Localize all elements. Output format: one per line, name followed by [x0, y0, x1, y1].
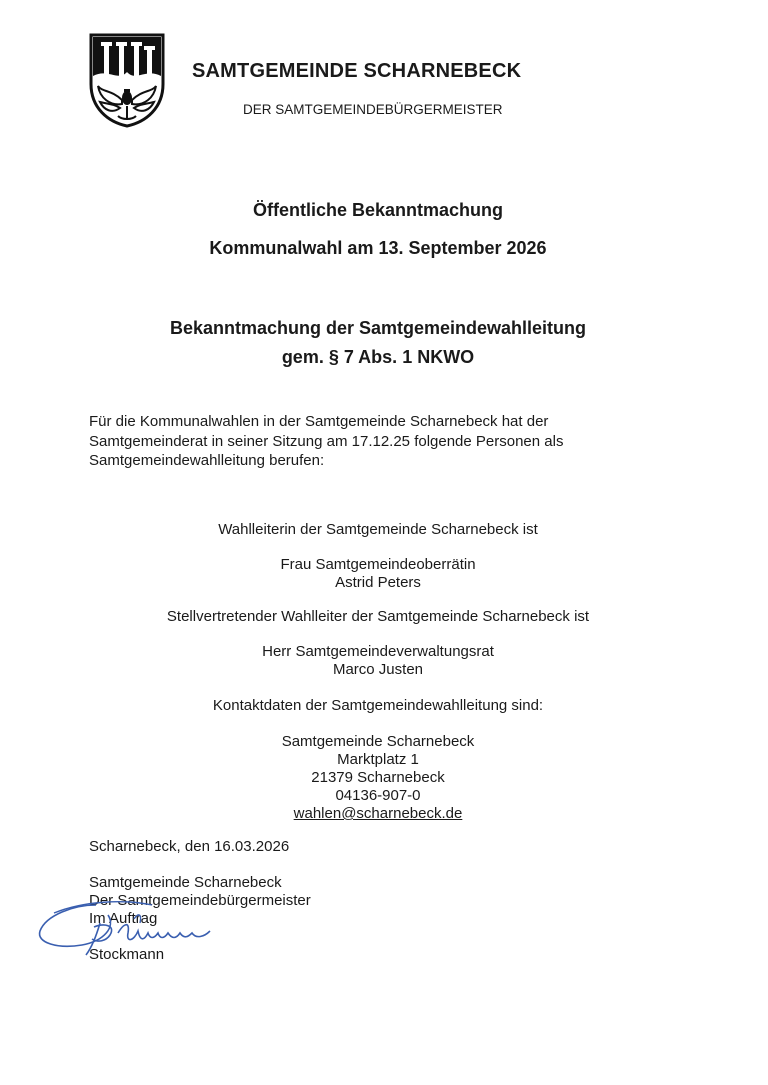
intro-line: Samtgemeinderat in seiner Sitzung am 17.12.25 folgende Personen als [89, 432, 564, 450]
deputy-name: Marco Justen [332, 661, 424, 678]
contact-phone: 04136-907-0 [335, 787, 421, 804]
intro-line: Für die Kommunalwahlen in der Samtgemeinde Scharnebeck hat der [89, 413, 549, 430]
leader-label: Wahlleiterin der Samtgemeinde Scharnebeck ist [218, 521, 538, 538]
date-line: Scharnebeck, den 16.03.2026 [89, 838, 290, 855]
contact-label: Kontaktdaten der Samtgemeindewahlleitung sind: [212, 697, 544, 714]
signature-line-3: Im Auftrag [89, 910, 158, 927]
org-name: SAMTGEMEINDE SCHARNEBECK [192, 60, 522, 82]
intro-line: Samtgemeindewahlleitung berufen: [89, 452, 325, 469]
heading-line-1: Bekanntmachung der Samtgemeindewahlleitung [169, 318, 587, 338]
contact-address [0, 733, 756, 823]
leader-block [0, 556, 756, 592]
contact-city: 21379 Scharnebeck [311, 769, 445, 786]
signature-line-1: Samtgemeinde Scharnebeck [89, 874, 282, 891]
election-subtitle: Kommunalwahl am 13. September 2026 [209, 238, 547, 258]
signature-line-4: Stockmann [89, 946, 165, 963]
coat-of-arms-icon [88, 32, 166, 128]
signature-block [89, 874, 311, 964]
contact-org: Samtgemeinde Scharnebeck [281, 733, 475, 750]
leader-name: Astrid Peters [335, 574, 421, 591]
leader-title: Frau Samtgemeindeoberrätin [280, 556, 476, 573]
intro-paragraph [89, 412, 689, 471]
deputy-title: Herr Samtgemeindeverwaltungsrat [262, 643, 494, 660]
org-subtitle: DER SAMTGEMEINDEBÜRGERMEISTER [243, 102, 503, 117]
signature-line-2: Der Samtgemeindebürgermeister [89, 892, 311, 909]
contact-street: Marktplatz 1 [337, 751, 419, 768]
deputy-block [0, 643, 756, 679]
deputy-label: Stellvertretender Wahlleiter der Samtgemeinde Scharnebeck ist [166, 608, 590, 625]
announcement-title: Öffentliche Bekanntmachung [252, 200, 504, 220]
heading-line-2: gem. § 7 Abs. 1 NKWO [281, 347, 475, 367]
contact-email-link[interactable]: wahlen@scharnebeck.de [293, 805, 463, 822]
